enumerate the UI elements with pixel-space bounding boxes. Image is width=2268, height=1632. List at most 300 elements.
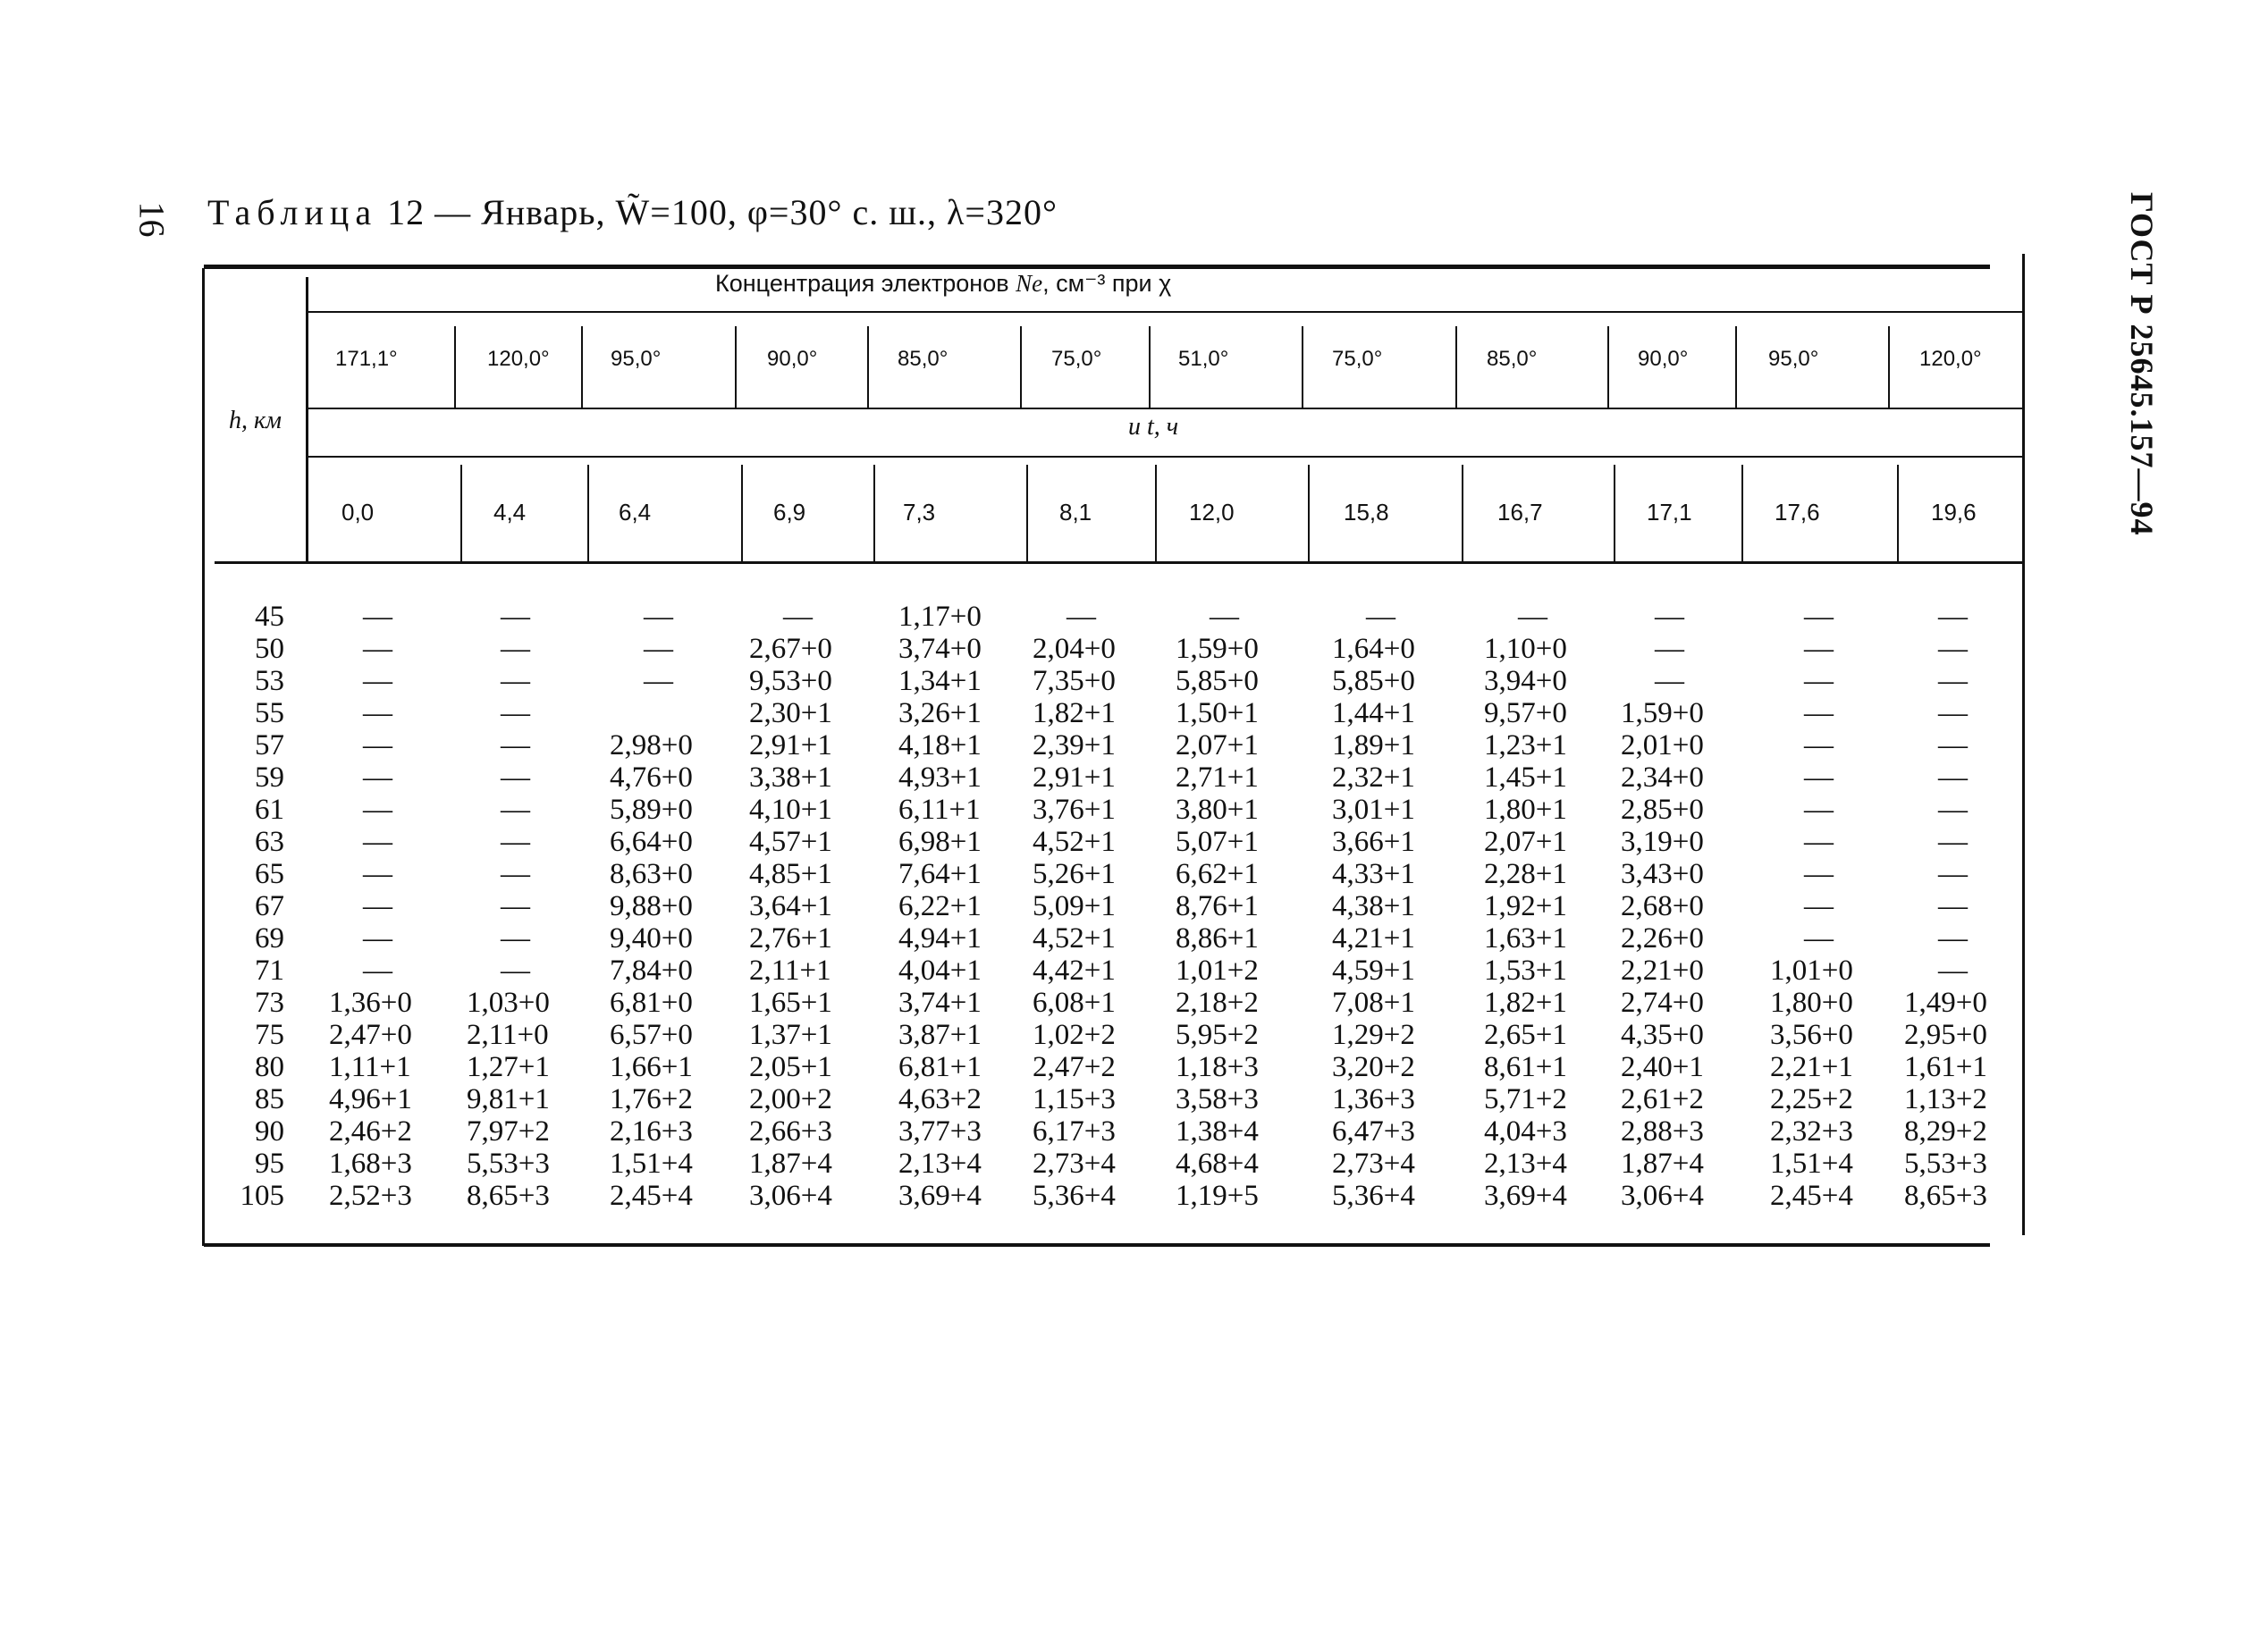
value-cell: 2,34+0 — [1621, 761, 1704, 794]
value-cell: 2,04+0 — [1033, 633, 1116, 665]
t-col-divider — [587, 465, 589, 561]
value-cell: — — [501, 794, 530, 826]
table-row — [0, 1180, 2268, 1212]
value-cell: — — [1938, 601, 1968, 633]
value-cell: — — [363, 858, 392, 890]
value-cell: 3,26+1 — [898, 697, 982, 729]
value-cell: 1,65+1 — [749, 987, 832, 1019]
value-cell: 1,37+1 — [749, 1019, 832, 1051]
value-cell: 4,63+2 — [898, 1083, 982, 1115]
chi-col-divider — [581, 326, 583, 408]
value-cell: 4,85+1 — [749, 858, 832, 890]
value-cell: — — [501, 633, 530, 665]
t-col-divider — [1462, 465, 1463, 561]
value-cell: 3,66+1 — [1332, 826, 1415, 858]
value-cell: — — [1210, 601, 1239, 633]
value-cell: 2,88+3 — [1621, 1115, 1704, 1148]
value-cell: — — [363, 601, 392, 633]
value-cell: — — [1804, 633, 1834, 665]
t-value: 6,4 — [619, 499, 652, 526]
chi-col-divider — [1607, 326, 1609, 408]
t-col-divider — [460, 465, 462, 561]
value-cell: 2,05+1 — [749, 1051, 832, 1083]
value-cell: 2,13+4 — [898, 1148, 982, 1180]
value-cell: 2,76+1 — [749, 922, 832, 955]
t-col-divider — [1026, 465, 1028, 561]
value-cell: — — [1938, 858, 1968, 890]
chi-value: 120,0° — [487, 347, 550, 371]
chi-value: 75,0° — [1332, 347, 1383, 371]
altitude-cell: 55 — [255, 697, 284, 729]
value-cell: 7,35+0 — [1033, 665, 1116, 697]
value-cell: 8,61+1 — [1484, 1051, 1567, 1083]
value-cell: 8,86+1 — [1176, 922, 1259, 955]
value-cell: 3,06+4 — [749, 1180, 832, 1212]
table-row — [0, 761, 2268, 794]
altitude-cell: 105 — [240, 1180, 284, 1212]
value-cell: 2,47+2 — [1033, 1051, 1116, 1083]
value-cell: — — [501, 601, 530, 633]
value-cell: 2,71+1 — [1176, 761, 1259, 794]
sub-header: и t, ч — [1128, 413, 1179, 441]
value-cell: 9,88+0 — [610, 890, 693, 922]
value-cell: 1,10+0 — [1484, 633, 1567, 665]
value-cell: 2,45+4 — [1770, 1180, 1853, 1212]
value-cell: 1,36+0 — [329, 987, 412, 1019]
value-cell: — — [1938, 794, 1968, 826]
page-number: 16 — [131, 201, 173, 238]
value-cell: 4,76+0 — [610, 761, 693, 794]
value-cell: 8,63+0 — [610, 858, 693, 890]
value-cell: — — [1804, 890, 1834, 922]
value-cell: 1,38+4 — [1176, 1115, 1259, 1148]
value-cell: 3,64+1 — [749, 890, 832, 922]
table-row — [0, 922, 2268, 955]
table-row — [0, 601, 2268, 633]
value-cell: 2,00+2 — [749, 1083, 832, 1115]
value-cell: 2,91+1 — [1033, 761, 1116, 794]
row-header-h: h, км — [229, 407, 282, 434]
value-cell: 9,81+1 — [467, 1083, 550, 1115]
value-cell: — — [1655, 633, 1684, 665]
value-cell: 9,57+0 — [1484, 697, 1567, 729]
t-value: 0,0 — [341, 499, 375, 526]
altitude-cell: 75 — [255, 1019, 284, 1051]
value-cell: — — [501, 729, 530, 761]
value-cell: 1,82+1 — [1033, 697, 1116, 729]
header-rule-2 — [308, 408, 2022, 409]
value-cell: — — [501, 922, 530, 955]
value-cell: — — [1804, 922, 1834, 955]
value-cell: — — [363, 922, 392, 955]
value-cell: — — [363, 665, 392, 697]
value-cell: 5,09+1 — [1033, 890, 1116, 922]
value-cell: 3,94+0 — [1484, 665, 1567, 697]
value-cell: 4,21+1 — [1332, 922, 1415, 955]
value-cell: 2,73+4 — [1033, 1148, 1116, 1180]
value-cell: — — [1655, 601, 1684, 633]
chi-col-divider — [454, 326, 456, 408]
value-cell: — — [501, 890, 530, 922]
value-cell: — — [363, 890, 392, 922]
t-value: 19,6 — [1931, 499, 1977, 526]
value-cell: 3,43+0 — [1621, 858, 1704, 890]
value-cell: 4,52+1 — [1033, 826, 1116, 858]
value-cell: 4,04+1 — [898, 955, 982, 987]
value-cell: — — [1804, 601, 1834, 633]
value-cell: 2,67+0 — [749, 633, 832, 665]
t-value: 6,9 — [773, 499, 806, 526]
value-cell: — — [1804, 761, 1834, 794]
altitude-cell: 69 — [255, 922, 284, 955]
value-cell: 2,25+2 — [1770, 1083, 1853, 1115]
header-rule-3 — [308, 456, 2022, 458]
group-header: Концентрация электронов Ne, см⁻³ при χ — [715, 270, 1172, 297]
value-cell: 4,93+1 — [898, 761, 982, 794]
value-cell: 4,35+0 — [1621, 1019, 1704, 1051]
t-value: 17,6 — [1775, 499, 1820, 526]
value-cell: 5,71+2 — [1484, 1083, 1567, 1115]
table-row — [0, 1083, 2268, 1115]
value-cell: 2,65+1 — [1484, 1019, 1567, 1051]
value-cell: 2,45+4 — [610, 1180, 693, 1212]
value-cell: 9,40+0 — [610, 922, 693, 955]
chi-value: 75,0° — [1051, 347, 1102, 371]
value-cell: 2,91+1 — [749, 729, 832, 761]
value-cell: 8,76+1 — [1176, 890, 1259, 922]
value-cell: 3,69+4 — [898, 1180, 982, 1212]
chi-value: 51,0° — [1178, 347, 1229, 371]
value-cell: 6,17+3 — [1033, 1115, 1116, 1148]
value-cell: — — [363, 955, 392, 987]
value-cell: 3,06+4 — [1621, 1180, 1704, 1212]
value-cell: — — [1938, 697, 1968, 729]
value-cell: 1,23+1 — [1484, 729, 1567, 761]
value-cell: 1,11+1 — [329, 1051, 411, 1083]
value-cell: 2,85+0 — [1621, 794, 1704, 826]
table-row — [0, 665, 2268, 697]
value-cell: 1,19+5 — [1176, 1180, 1259, 1212]
table-row — [0, 890, 2268, 922]
value-cell: 1,02+2 — [1033, 1019, 1116, 1051]
value-cell: 6,47+3 — [1332, 1115, 1415, 1148]
value-cell: — — [1938, 890, 1968, 922]
value-cell: — — [501, 761, 530, 794]
chi-value: 90,0° — [1638, 347, 1689, 371]
chi-value: 95,0° — [1768, 347, 1819, 371]
value-cell: 2,39+1 — [1033, 729, 1116, 761]
table-row — [0, 697, 2268, 729]
table-top-rule — [204, 265, 1990, 269]
value-cell: 4,18+1 — [898, 729, 982, 761]
value-cell: 6,57+0 — [610, 1019, 693, 1051]
table-row — [0, 1019, 2268, 1051]
table-bottom-rule — [204, 1243, 1990, 1247]
value-cell: — — [1655, 665, 1684, 697]
group-header-suffix: при χ — [1111, 270, 1172, 297]
value-cell: 1,80+0 — [1770, 987, 1853, 1019]
value-cell: 6,81+0 — [610, 987, 693, 1019]
altitude-cell: 90 — [255, 1115, 284, 1148]
value-cell: 1,17+0 — [898, 601, 982, 633]
value-cell: — — [501, 697, 530, 729]
value-cell: 2,52+3 — [329, 1180, 412, 1212]
t-col-divider — [1308, 465, 1310, 561]
t-col-divider — [1614, 465, 1615, 561]
t-col-divider — [1155, 465, 1157, 561]
chi-col-divider — [1888, 326, 1890, 408]
altitude-cell: 95 — [255, 1148, 284, 1180]
value-cell: 4,04+3 — [1484, 1115, 1567, 1148]
value-cell: 1,50+1 — [1176, 697, 1259, 729]
chi-col-divider — [735, 326, 737, 408]
value-cell: 1,89+1 — [1332, 729, 1415, 761]
value-cell: 9,53+0 — [749, 665, 832, 697]
gost-code: ГОСТ Р 25645.157—94 — [2124, 192, 2160, 536]
value-cell: 3,19+0 — [1621, 826, 1704, 858]
value-cell: 1,59+0 — [1621, 697, 1704, 729]
value-cell: 2,32+1 — [1332, 761, 1415, 794]
value-cell: 1,87+4 — [1621, 1148, 1704, 1180]
value-cell: 5,36+4 — [1033, 1180, 1116, 1212]
value-cell: — — [363, 633, 392, 665]
value-cell: 2,32+3 — [1770, 1115, 1853, 1148]
t-value: 17,1 — [1647, 499, 1692, 526]
t-value: 8,1 — [1059, 499, 1092, 526]
t-value: 12,0 — [1189, 499, 1235, 526]
value-cell: 1,61+1 — [1904, 1051, 1987, 1083]
value-cell: — — [1804, 697, 1834, 729]
value-cell: 3,87+1 — [898, 1019, 982, 1051]
altitude-cell: 45 — [255, 601, 284, 633]
value-cell: 2,98+0 — [610, 729, 693, 761]
value-cell: 1,68+3 — [329, 1148, 412, 1180]
value-cell: 1,15+3 — [1033, 1083, 1116, 1115]
value-cell: 5,85+0 — [1332, 665, 1415, 697]
value-cell: 1,49+0 — [1904, 987, 1987, 1019]
chi-value: 85,0° — [898, 347, 949, 371]
group-header-unit: см⁻³ — [1056, 270, 1106, 297]
value-cell: 5,26+1 — [1033, 858, 1116, 890]
value-cell: — — [1938, 955, 1968, 987]
value-cell: — — [363, 729, 392, 761]
value-cell: 3,76+1 — [1033, 794, 1116, 826]
table-row — [0, 729, 2268, 761]
value-cell: 1,59+0 — [1176, 633, 1259, 665]
value-cell: 5,95+2 — [1176, 1019, 1259, 1051]
value-cell: — — [1804, 729, 1834, 761]
value-cell: — — [501, 955, 530, 987]
value-cell: 1,01+2 — [1176, 955, 1259, 987]
value-cell: 2,28+1 — [1484, 858, 1567, 890]
value-cell: 1,82+1 — [1484, 987, 1567, 1019]
caption-label: Таблица — [207, 192, 378, 232]
value-cell: 1,44+1 — [1332, 697, 1415, 729]
altitude-cell: 80 — [255, 1051, 284, 1083]
value-cell: 2,18+2 — [1176, 987, 1259, 1019]
value-cell: 5,36+4 — [1332, 1180, 1415, 1212]
value-cell: 4,57+1 — [749, 826, 832, 858]
value-cell: 3,56+0 — [1770, 1019, 1853, 1051]
value-cell: 4,52+1 — [1033, 922, 1116, 955]
group-header-text: Концентрация электронов — [715, 270, 1009, 297]
value-cell: 4,42+1 — [1033, 955, 1116, 987]
value-cell: — — [1938, 633, 1968, 665]
header-bottom-rule — [215, 561, 2022, 564]
value-cell: — — [1938, 922, 1968, 955]
value-cell: 1,51+4 — [610, 1148, 693, 1180]
caption-text: — Январь, W̃=100, φ=30° с. ш., λ=320° — [434, 192, 1058, 232]
value-cell: 1,36+3 — [1332, 1083, 1415, 1115]
altitude-cell: 85 — [255, 1083, 284, 1115]
value-cell: 1,29+2 — [1332, 1019, 1415, 1051]
value-cell: 1,87+4 — [749, 1148, 832, 1180]
value-cell: 6,64+0 — [610, 826, 693, 858]
t-col-divider — [873, 465, 875, 561]
value-cell: — — [1938, 761, 1968, 794]
value-cell: 5,53+3 — [1904, 1148, 1987, 1180]
chi-col-divider — [1735, 326, 1737, 408]
value-cell: 7,08+1 — [1332, 987, 1415, 1019]
value-cell: 1,45+1 — [1484, 761, 1567, 794]
value-cell: 7,97+2 — [467, 1115, 550, 1148]
value-cell: 5,53+3 — [467, 1148, 550, 1180]
value-cell: 2,07+1 — [1176, 729, 1259, 761]
value-cell: — — [363, 697, 392, 729]
value-cell: 2,11+0 — [467, 1019, 549, 1051]
chi-value: 90,0° — [767, 347, 818, 371]
group-header-symbol: Ne — [1016, 270, 1043, 297]
value-cell: 2,30+1 — [749, 697, 832, 729]
value-cell: 4,59+1 — [1332, 955, 1415, 987]
value-cell: 4,38+1 — [1332, 890, 1415, 922]
altitude-cell: 59 — [255, 761, 284, 794]
value-cell: 2,68+0 — [1621, 890, 1704, 922]
value-cell: 2,61+2 — [1621, 1083, 1704, 1115]
value-cell: 4,96+1 — [329, 1083, 412, 1115]
altitude-cell: 65 — [255, 858, 284, 890]
value-cell: — — [363, 794, 392, 826]
value-cell: — — [1938, 665, 1968, 697]
altitude-cell: 71 — [255, 955, 284, 987]
chi-value: 95,0° — [611, 347, 662, 371]
altitude-cell: 53 — [255, 665, 284, 697]
value-cell: 7,64+1 — [898, 858, 982, 890]
value-cell: 1,01+0 — [1770, 955, 1853, 987]
value-cell: — — [1804, 794, 1834, 826]
value-cell: — — [1067, 601, 1096, 633]
value-cell: — — [1938, 729, 1968, 761]
value-cell: 1,80+1 — [1484, 794, 1567, 826]
value-cell: 2,74+0 — [1621, 987, 1704, 1019]
value-cell: 7,84+0 — [610, 955, 693, 987]
chi-value: 171,1° — [335, 347, 398, 371]
value-cell: — — [363, 826, 392, 858]
value-cell: 2,16+3 — [610, 1115, 693, 1148]
chi-col-divider — [867, 326, 869, 408]
header-stub-divider — [306, 277, 308, 563]
t-value: 15,8 — [1344, 499, 1389, 526]
value-cell: — — [1804, 826, 1834, 858]
value-cell: — — [1938, 826, 1968, 858]
chi-value: 85,0° — [1487, 347, 1538, 371]
value-cell: 2,66+3 — [749, 1115, 832, 1148]
value-cell: 2,01+0 — [1621, 729, 1704, 761]
value-cell: — — [644, 633, 673, 665]
value-cell: 3,58+3 — [1176, 1083, 1259, 1115]
header-rule-1 — [308, 311, 2022, 313]
value-cell: — — [501, 665, 530, 697]
chi-col-divider — [1302, 326, 1303, 408]
value-cell: 2,26+0 — [1621, 922, 1704, 955]
value-cell: — — [783, 601, 813, 633]
value-cell: 2,11+1 — [749, 955, 831, 987]
value-cell: 1,53+1 — [1484, 955, 1567, 987]
value-cell: 8,65+3 — [1904, 1180, 1987, 1212]
value-cell: 3,01+1 — [1332, 794, 1415, 826]
value-cell: 3,77+3 — [898, 1115, 982, 1148]
value-cell: 6,11+1 — [898, 794, 981, 826]
table-row — [0, 633, 2268, 665]
value-cell: 2,13+4 — [1484, 1148, 1567, 1180]
value-cell: — — [501, 858, 530, 890]
chi-value: 120,0° — [1919, 347, 1982, 371]
altitude-cell: 73 — [255, 987, 284, 1019]
value-cell: — — [501, 826, 530, 858]
value-cell: — — [1366, 601, 1395, 633]
value-cell: — — [644, 601, 673, 633]
value-cell: 2,73+4 — [1332, 1148, 1415, 1180]
value-cell: — — [1804, 665, 1834, 697]
value-cell: 3,20+2 — [1332, 1051, 1415, 1083]
table-caption — [207, 191, 1058, 233]
value-cell: 6,08+1 — [1033, 987, 1116, 1019]
value-cell: 2,21+0 — [1621, 955, 1704, 987]
value-cell: 4,68+4 — [1176, 1148, 1259, 1180]
value-cell: 6,98+1 — [898, 826, 982, 858]
chi-col-divider — [1020, 326, 1022, 408]
t-value: 7,3 — [903, 499, 936, 526]
value-cell: 2,40+1 — [1621, 1051, 1704, 1083]
table-row — [0, 858, 2268, 890]
value-cell: 5,85+0 — [1176, 665, 1259, 697]
value-cell: 3,69+4 — [1484, 1180, 1567, 1212]
value-cell: 1,51+4 — [1770, 1148, 1853, 1180]
value-cell: 4,33+1 — [1332, 858, 1415, 890]
value-cell: 2,21+1 — [1770, 1051, 1853, 1083]
table-row — [0, 955, 2268, 987]
value-cell: 1,63+1 — [1484, 922, 1567, 955]
value-cell: 3,74+1 — [898, 987, 982, 1019]
value-cell: 1,18+3 — [1176, 1051, 1259, 1083]
value-cell: 8,65+3 — [467, 1180, 550, 1212]
table-row — [0, 987, 2268, 1019]
t-col-divider — [1897, 465, 1899, 561]
value-cell: 3,80+1 — [1176, 794, 1259, 826]
table-row — [0, 1051, 2268, 1083]
altitude-cell: 57 — [255, 729, 284, 761]
value-cell: 6,81+1 — [898, 1051, 982, 1083]
value-cell: 6,62+1 — [1176, 858, 1259, 890]
altitude-cell: 61 — [255, 794, 284, 826]
value-cell: 3,74+0 — [898, 633, 982, 665]
table-row — [0, 1115, 2268, 1148]
value-cell: 2,07+1 — [1484, 826, 1567, 858]
chi-col-divider — [1149, 326, 1151, 408]
altitude-cell: 63 — [255, 826, 284, 858]
t-col-divider — [1741, 465, 1743, 561]
value-cell: 2,95+0 — [1904, 1019, 1987, 1051]
